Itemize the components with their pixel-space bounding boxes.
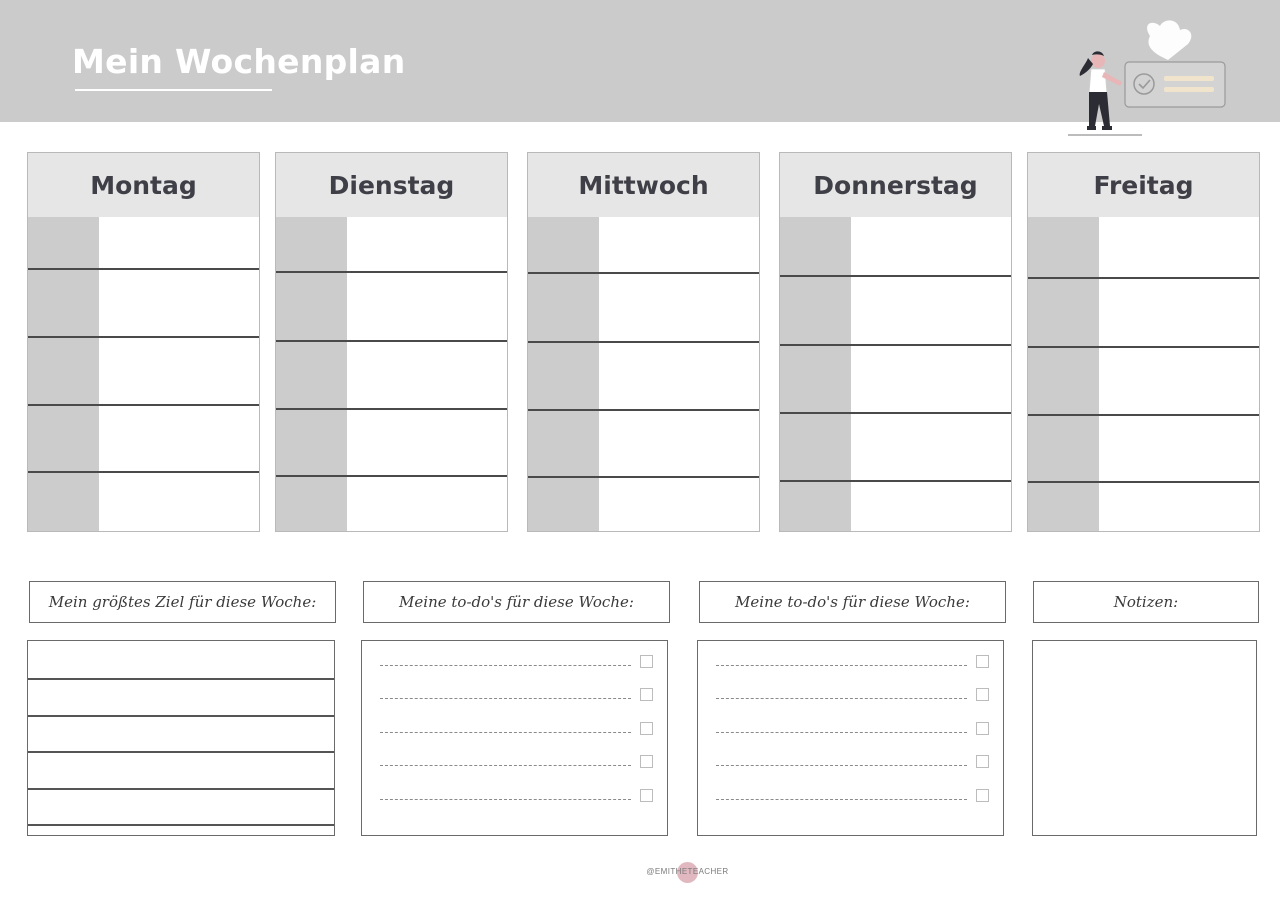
day-column-freitag xyxy=(1027,152,1260,532)
time-slot-sidebar xyxy=(276,217,347,531)
todo-item xyxy=(716,653,989,669)
day-heading: Montag xyxy=(28,153,259,217)
todo-item xyxy=(380,686,653,702)
slot-divider xyxy=(780,344,1011,346)
checkbox-icon[interactable] xyxy=(976,722,989,735)
todo-dashed-line[interactable] xyxy=(380,757,631,766)
writing-line xyxy=(28,678,334,680)
goal-writing-area[interactable] xyxy=(27,640,335,836)
day-heading: Dienstag xyxy=(276,153,507,217)
todo-item xyxy=(716,753,989,769)
slot-divider xyxy=(276,475,507,477)
checkbox-icon[interactable] xyxy=(640,789,653,802)
slot-divider xyxy=(780,480,1011,482)
todo-dashed-line[interactable] xyxy=(716,791,967,800)
time-slot-sidebar xyxy=(780,217,851,531)
day-heading: Freitag xyxy=(1028,153,1259,217)
checkbox-icon[interactable] xyxy=(640,688,653,701)
slot-divider xyxy=(780,412,1011,414)
title-underline xyxy=(75,89,272,91)
day-column-donnerstag xyxy=(779,152,1012,532)
todo-item xyxy=(380,720,653,736)
time-slot-sidebar xyxy=(528,217,599,531)
todo-dashed-line[interactable] xyxy=(716,757,967,766)
slot-divider xyxy=(28,268,259,270)
writing-line xyxy=(28,824,334,826)
slot-divider xyxy=(1028,414,1259,416)
day-column-montag xyxy=(27,152,260,532)
todo-section-label-2: Meine to-do's für diese Woche: xyxy=(699,581,1006,623)
slot-divider xyxy=(780,275,1011,277)
todo-item xyxy=(716,720,989,736)
todo-dashed-line[interactable] xyxy=(380,657,631,666)
time-slot-sidebar xyxy=(28,217,99,531)
writing-line xyxy=(28,788,334,790)
todo-item xyxy=(716,787,989,803)
slot-divider xyxy=(528,341,759,343)
todo-item xyxy=(380,787,653,803)
time-slot-sidebar xyxy=(1028,217,1099,531)
day-heading: Donnerstag xyxy=(780,153,1011,217)
slot-divider xyxy=(528,476,759,478)
todo-dashed-line[interactable] xyxy=(380,690,631,699)
todo-dashed-line[interactable] xyxy=(380,724,631,733)
checkbox-icon[interactable] xyxy=(640,655,653,668)
todo-list-1 xyxy=(361,640,668,836)
writing-line xyxy=(28,751,334,753)
day-column-dienstag xyxy=(275,152,508,532)
slot-divider xyxy=(528,409,759,411)
todo-item xyxy=(380,653,653,669)
todo-dashed-line[interactable] xyxy=(380,791,631,800)
page-title: Mein Wochenplan xyxy=(72,42,406,81)
day-column-mittwoch xyxy=(527,152,760,532)
slot-divider xyxy=(528,272,759,274)
todo-dashed-line[interactable] xyxy=(716,690,967,699)
slot-divider xyxy=(28,336,259,338)
todo-item xyxy=(716,686,989,702)
todo-item xyxy=(380,753,653,769)
watermark-text: @EMITHETEACHER xyxy=(646,867,729,876)
checkbox-icon[interactable] xyxy=(976,789,989,802)
person-checklist-illustration xyxy=(1060,14,1235,139)
slot-divider xyxy=(28,404,259,406)
checkbox-icon[interactable] xyxy=(976,655,989,668)
checkbox-icon[interactable] xyxy=(976,755,989,768)
todo-dashed-line[interactable] xyxy=(716,724,967,733)
slot-divider xyxy=(276,408,507,410)
goal-section-label: Mein größtes Ziel für diese Woche: xyxy=(29,581,336,623)
slot-divider xyxy=(1028,481,1259,483)
slot-divider xyxy=(1028,346,1259,348)
writing-line xyxy=(28,715,334,717)
todo-list-2 xyxy=(697,640,1004,836)
slot-divider xyxy=(276,271,507,273)
slot-divider xyxy=(276,340,507,342)
todo-dashed-line[interactable] xyxy=(716,657,967,666)
checkbox-icon[interactable] xyxy=(976,688,989,701)
slot-divider xyxy=(1028,277,1259,279)
slot-divider xyxy=(28,471,259,473)
notes-section-label: Notizen: xyxy=(1033,581,1259,623)
day-heading: Mittwoch xyxy=(528,153,759,217)
header-banner xyxy=(0,0,1280,122)
checkbox-icon[interactable] xyxy=(640,755,653,768)
todo-section-label: Meine to-do's für diese Woche: xyxy=(363,581,670,623)
checkbox-icon[interactable] xyxy=(640,722,653,735)
notes-area[interactable] xyxy=(1032,640,1257,836)
